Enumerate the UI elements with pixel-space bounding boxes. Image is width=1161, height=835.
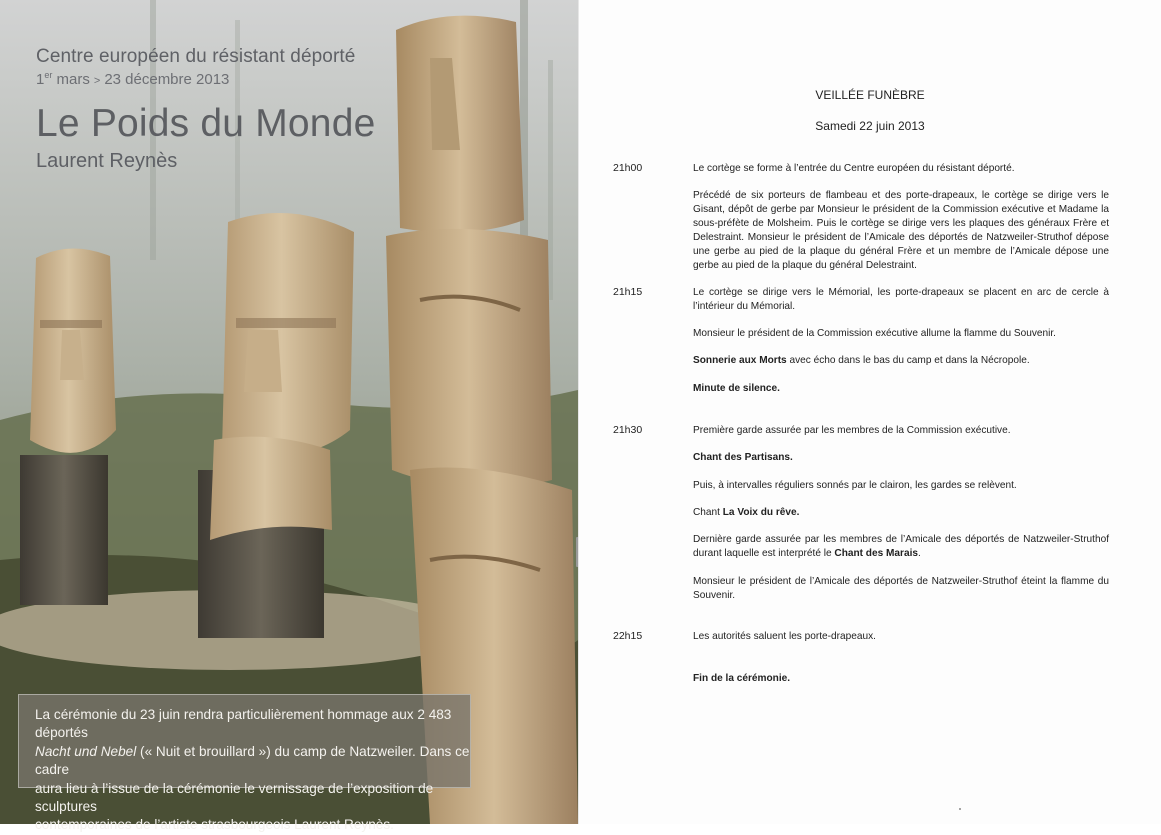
speck <box>959 808 961 810</box>
program-step: Première garde assurée par les membres de la Commission exécutive. <box>693 425 1011 436</box>
caption-box <box>18 694 471 833</box>
bold-text: La Voix du rêve. <box>722 507 800 518</box>
program-step: Précédé de six porteurs de flambeau et des porte-drapeaux, le cortège se dirige vers le Gisant, dépôt de gerbe par Monsieur le président de la Commission exécutive et Madame la sous-préfète de Molsheim. Puis le cortège se dirige vers les plaques des généraux Frère et Delestraint. Monsieur le président de l’Amicale des déportés de Natzweiler-Struthof dépose une gerbe au pied de la plaque du général Frère et un membre de l’Amicale dépose une gerbe au pied de la plaque du général Delestraint. <box>693 190 1109 271</box>
time-2115: 21h15 <box>613 286 643 298</box>
bold-text: Sonnerie aux Morts <box>693 355 787 366</box>
program-step <box>693 533 1109 561</box>
program-date: Samedi 22 juin 2013 <box>815 119 925 133</box>
bold-text: Fin de la cérémonie. <box>693 673 791 684</box>
step-text: Chant <box>693 507 723 518</box>
program-panel <box>578 0 1161 824</box>
program-step: Les autorités saluent les porte-drapeaux. <box>693 631 876 642</box>
program-step <box>693 672 1109 686</box>
program-step <box>693 506 1109 520</box>
step-text: Dernière garde assurée par les membres de l’Amicale des déportés de Natzweiler-Struthof durant laquelle est interprété le <box>693 534 1109 559</box>
program-step <box>693 382 1109 396</box>
bold-text: Chant des Partisans. <box>693 452 793 463</box>
step-text: avec écho dans le bas du camp et dans la Nécropole. <box>786 355 1030 366</box>
bold-text: Chant des Marais <box>834 548 918 559</box>
center-name: Centre européen du résistant déporté <box>36 46 356 67</box>
caption-line-1: La cérémonie du 23 juin rendra particulièrement hommage aux 2 483 déportés <box>35 707 452 741</box>
program-step <box>693 451 1109 465</box>
program-step: Monsieur le président de l’Amicale des déportés de Natzweiler-Struthof éteint la flamme du Souvenir. <box>693 576 1109 601</box>
caption-line-2-rest: (« Nuit et brouillard ») du camp de Natzweiler. Dans ce cadre <box>35 743 470 778</box>
exhibition-dates <box>36 70 229 88</box>
program-step: Le cortège se dirige vers le Mémorial, les porte-drapeaux se placent en arc de cercle à l’intérieur du Mémorial. <box>693 287 1109 312</box>
exhibition-title: Le Poids du Monde <box>36 102 376 145</box>
date-start-day: 1 <box>36 71 45 88</box>
date-start-sup: er <box>44 70 53 80</box>
caption-line-2 <box>35 743 470 780</box>
caption-line-3: aura lieu à l’issue de la cérémonie le vernissage de l’exposition de sculptures <box>35 780 434 815</box>
time-2215: 22h15 <box>613 630 643 642</box>
program-title: VEILLÉE FUNÈBRE <box>815 88 925 102</box>
program-step <box>693 354 1109 368</box>
program-step: Monsieur le président de la Commission exécutive allume la flamme du Souvenir. <box>693 328 1056 339</box>
time-2130: 21h30 <box>613 424 643 436</box>
program-step: Le cortège se forme à l’entrée du Centre européen du résistant déporté. <box>693 163 1015 174</box>
date-start-month: mars <box>56 71 90 88</box>
program-step: Puis, à intervalles réguliers sonnés par le clairon, les gardes se relèvent. <box>693 480 1017 491</box>
step-text: . <box>918 548 921 559</box>
cover-panel <box>0 0 578 833</box>
date-end: 23 décembre 2013 <box>104 71 230 88</box>
date-separator: > <box>93 75 101 87</box>
artist-name: Laurent Reynès <box>36 150 178 172</box>
bold-text: Minute de silence. <box>693 383 780 394</box>
caption-italic: Nacht und Nebel <box>35 743 137 759</box>
caption-line-4: contemporaines de l’artiste strasbourgeois Laurent Reynès. <box>35 817 394 833</box>
time-2100: 21h00 <box>613 162 643 174</box>
